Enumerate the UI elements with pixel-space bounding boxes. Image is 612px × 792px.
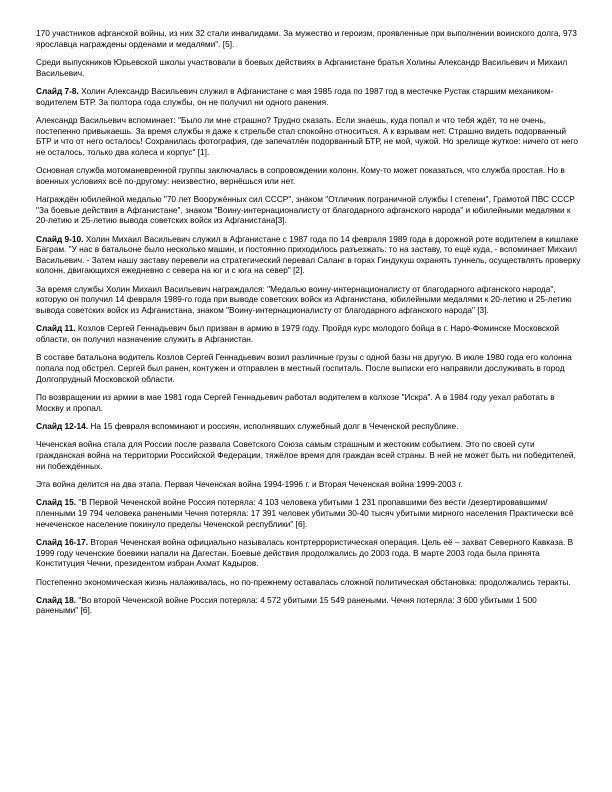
paragraph bbox=[36, 595, 581, 616]
paragraph-text: Среди выпускников Юрьевской школы участвовали в боевых действиях в Афганистане братья Холины Александр Васильевич и Михаил Васильевич. bbox=[36, 56, 568, 78]
paragraph-text: Козлов Сергей Геннадьевич был призван в армию в 1979 году. Пройдя курс молодого бойца в г. Наро-Фоминске Московской области, он получил назначение служить в Афганистан. bbox=[36, 323, 560, 345]
slide-label: Слайд 12-14. bbox=[36, 420, 89, 431]
paragraph-text: В составе батальона водитель Козлов Сергей Геннадьевич возил различные грузы с одной базы на другую. В июле 1980 года его колонна попала под обстрел. Сергей был ранен, контужен и отправлен в местный госпиталь. После выписки его направили дослуживать в город Долгопрудный Московской области. bbox=[36, 352, 572, 384]
paragraph bbox=[36, 86, 581, 107]
paragraph bbox=[36, 439, 581, 471]
paragraph bbox=[36, 352, 581, 384]
paragraph bbox=[36, 421, 581, 432]
paragraph bbox=[36, 165, 581, 186]
slide-label: Слайд 18. bbox=[36, 594, 77, 605]
paragraph bbox=[36, 577, 581, 588]
slide-label: Слайд 7-8. bbox=[36, 85, 79, 96]
paragraph-text: Холин Михаил Васильевич служил в Афганистане с 1987 года по 14 февраля 1989 года в дорожной роте водителем в кишлаке Баграм. "У нас в батальоне было несколько машин, и постоянно приходилось разъезжать: то на заставу, то ещё куда, - вспоминает Михаил Васильевич. - Затем нашу заставу перевели на стратегический перевал Саланг в горах Гиндукуш охранять туннель, осуществлять проверку колонн, двигающихся ежедневно с севера на юг и с юга на север" [2]. bbox=[36, 233, 581, 276]
paragraph-text: "В Первой Чеченской войне Россия потеряла: 4 103 человека убитыми 1 231 пропавшими без вести /дезертировавшими/ пленными 19 794 человека ранеными Чечня потеряла: 17 391 человек убитыми 30-40 тысяч убитыми мирного населения Практически всё нечеченское население покинуло пределы Чеченской республики" [6]. bbox=[36, 497, 574, 529]
paragraph-text: Чеченская война стала для России после развала Советского Союза самым страшным и жестоким событием. Это по своей сути гражданская война на территории Российской Федерации, тяжёлое время для граждан всей страны. В ней не может быть ни победителей, ни побеждённых. bbox=[36, 439, 576, 471]
paragraph bbox=[36, 194, 581, 226]
paragraph bbox=[36, 57, 581, 78]
paragraph-text: За время службы Холин Михаил Васильевич награждался: "Медалью воину-интернационалисту от благодарного афганского народа", которую он получил 14 февраля 1989-го года при выводе советских войск из Афганистана, юбилейными медалями к 20-летию и 25-летию вывода советских войск из Афганистана, знаком "Воину-интернационалисту от благодарного афганского народа" [3]. bbox=[36, 283, 572, 316]
paragraph bbox=[36, 115, 581, 157]
paragraph-text: 170 участников афганской войны, из них 32 стали инвалидами. За мужество и героизм, проявленные при выполнении воинского долга, 973 ярославца награждены орденами и медалями". [5]. bbox=[36, 28, 577, 49]
paragraph-text: Вторая Чеченская война официально называлась контртеррористическая операция. Цель её – захват Северного Кавказа. В 1999 году чеченские боевики напали на Дагестан. Боевые действия продолжались до 2003 года. В марте 2003 года была принята Конституция Чечни, президентом избран Ахмат Кадыров. bbox=[36, 536, 574, 569]
paragraph bbox=[36, 497, 581, 529]
paragraph-text: По возвращении из армии в мае 1981 года Сергей Геннадьевич работал водителем в колхозе "Искра". А в 1984 году уехал работать в Москву и пропал. bbox=[36, 392, 555, 413]
paragraph bbox=[36, 28, 581, 49]
paragraph bbox=[36, 479, 581, 490]
slide-label: Слайд 9-10. bbox=[36, 233, 84, 244]
paragraph-text: На 15 февраля вспоминают и россиян, исполнявших служебный долг в Чеченской республике. bbox=[88, 420, 459, 431]
document-body bbox=[36, 28, 581, 624]
paragraph-text: Постепенно экономическая жизнь налаживалась, но по-прежнему оставалась сложной политическая обстановка: продолжались теракты. bbox=[36, 576, 571, 587]
slide-label: Слайд 11. bbox=[36, 323, 76, 334]
paragraph-text: Холин Александр Васильевич служил в Афганистане с мая 1985 года по 1987 год в местечке Рустак старшим механиком-водителем БТР. За полтора года службы, он не получил ни одного ранения. bbox=[36, 85, 554, 107]
paragraph-text: Награждён юбилейной медалью "70 лет Вооружённых сил СССР", знаком "Отличник пограничной службы I степени", Грамотой ПВС СССР "За боевые действия в Афганистане", знаком "Воину-интернационалисту от благодарного афганского народа" и юбилейными медалями к 20-летию и 25-летию вывода советских войск из Афганистана[3]. bbox=[36, 194, 575, 226]
paragraph bbox=[36, 234, 581, 276]
paragraph-text: Основная служба мотоманевренной группы заключалась в сопровождении колонн. Кому-то может показаться, что служба простая. Но в военных условиях всё по-другому: неизвестно, вернёшься или нет. bbox=[36, 165, 565, 186]
paragraph bbox=[36, 284, 581, 316]
paragraph-text: Эта война делится на два этапа. Первая Чеченская война 1994-1996 г. и Вторая Чеченская война 1999-2003 г. bbox=[36, 478, 463, 489]
paragraph-text: "Во второй Чеченской войне Россия потеряла: 4 572 убитыми 15 549 ранеными. Чечня потеряла: 3 600 убитыми 1 500 ранеными" [6]. bbox=[36, 594, 537, 616]
slide-label: Слайд 16-17. bbox=[36, 536, 89, 547]
slide-label: Слайд 15. bbox=[36, 497, 77, 508]
paragraph bbox=[36, 537, 581, 569]
paragraph bbox=[36, 392, 581, 413]
paragraph-text: Александр Васильевич вспоминает: "Было ли мне страшно? Трудно сказать. Если знаешь, куда попал и что тебя ждёт, то не очень, постепенно привыкаешь. За время службы я даже к стрельбе стал спокойно относиться. А к взрывам нет. Страшно видеть подорванный БТР и что от него осталось! Сохранилась фотография, где запечатлён подорванный БТР, не мой, чужой. Но зрелище жуткое: ничего от него не осталось, только два колеса и корпус" [1]. bbox=[36, 114, 578, 157]
paragraph bbox=[36, 323, 581, 344]
